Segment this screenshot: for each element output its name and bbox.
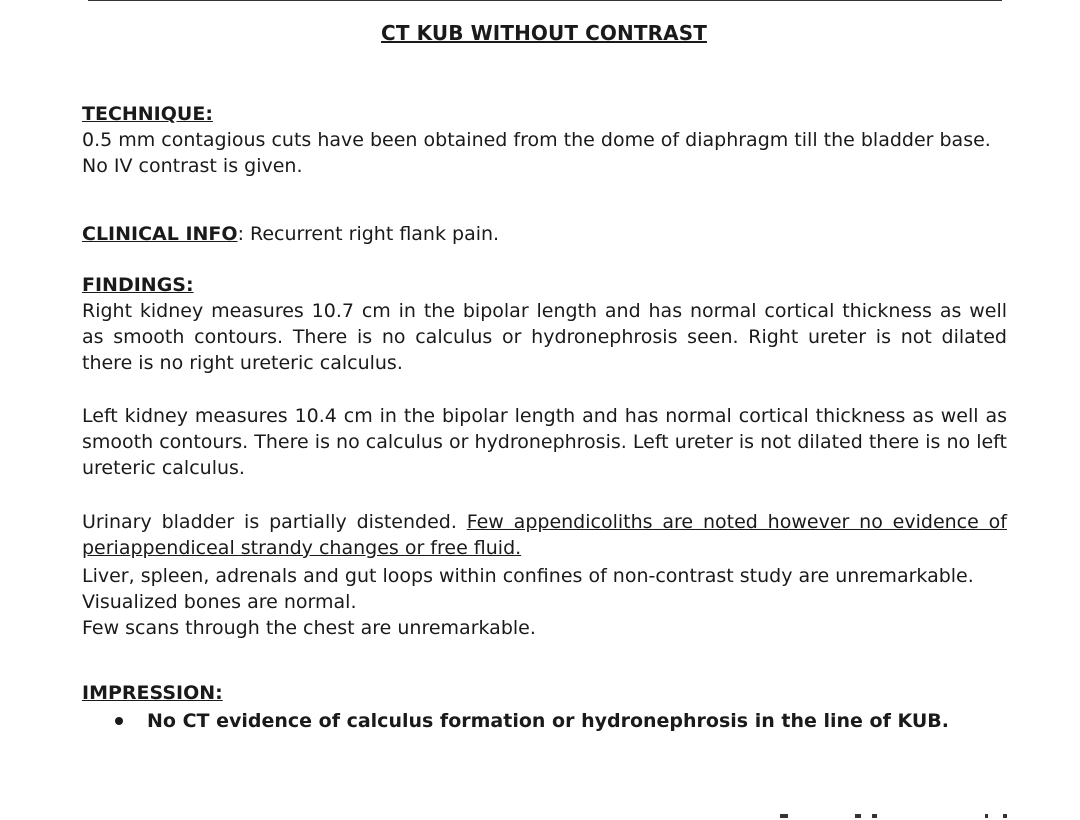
clinical-info-heading: CLINICAL INFO xyxy=(82,223,238,245)
findings-heading: FINDINGS: xyxy=(82,274,194,296)
impression-heading-block xyxy=(82,680,1007,706)
cut-off-mark xyxy=(780,814,788,818)
findings-left-kidney: Left kidney measures 10.4 cm in the bipolar length and has normal cortical thickness as well as smooth contours. There is no calculus or hydronephrosis. Left ureter is not dilated there is no left ureteric calculus. xyxy=(82,405,1007,479)
findings-right-kidney: Right kidney measures 10.7 cm in the bipolar length and has normal cortical thickness as well as smooth contours. There is no calculus or hydronephrosis seen. Right ureter is not dilated there is no right ureteric calculus. xyxy=(82,300,1007,374)
clinical-info-text: Recurrent right flank pain. xyxy=(250,223,500,245)
clinical-info-separator: : xyxy=(237,223,251,245)
technique-section xyxy=(82,101,1007,179)
cut-off-mark xyxy=(855,814,861,818)
impression-text: No CT evidence of calculus formation or hydronephrosis in the line of KUB. xyxy=(147,710,949,732)
cut-off-mark xyxy=(1003,814,1007,818)
findings-bladder-paragraph xyxy=(82,509,1007,561)
bladder-text: Urinary bladder is partially distended. xyxy=(82,511,467,533)
bullet-icon xyxy=(115,717,123,725)
cut-off-mark xyxy=(872,814,877,818)
technique-line-2: No IV contrast is given. xyxy=(82,155,303,177)
cut-off-mark xyxy=(985,814,988,818)
findings-other xyxy=(82,563,1007,641)
report-title: CT KUB WITHOUT CONTRAST xyxy=(381,21,707,45)
technique-heading: TECHNIQUE: xyxy=(82,103,213,125)
appendix-text: Few appendicoliths are noted however no evidence of periappendiceal strandy changes or free fluid. xyxy=(82,511,1007,559)
clinical-info-section xyxy=(82,221,1007,247)
organs-text: Liver, spleen, adrenals and gut loops within confines of non-contrast study are unremarkable. xyxy=(82,565,974,587)
top-divider xyxy=(88,0,1002,1)
technique-line-1: 0.5 mm contagious cuts have been obtained from the dome of diaphragm till the bladder base. xyxy=(82,129,991,151)
impression-item xyxy=(113,706,949,736)
findings-heading-block xyxy=(82,272,1007,298)
bones-text: Visualized bones are normal. xyxy=(82,591,357,613)
chest-text: Few scans through the chest are unremarkable. xyxy=(82,617,536,639)
impression-heading: IMPRESSION: xyxy=(82,682,223,704)
